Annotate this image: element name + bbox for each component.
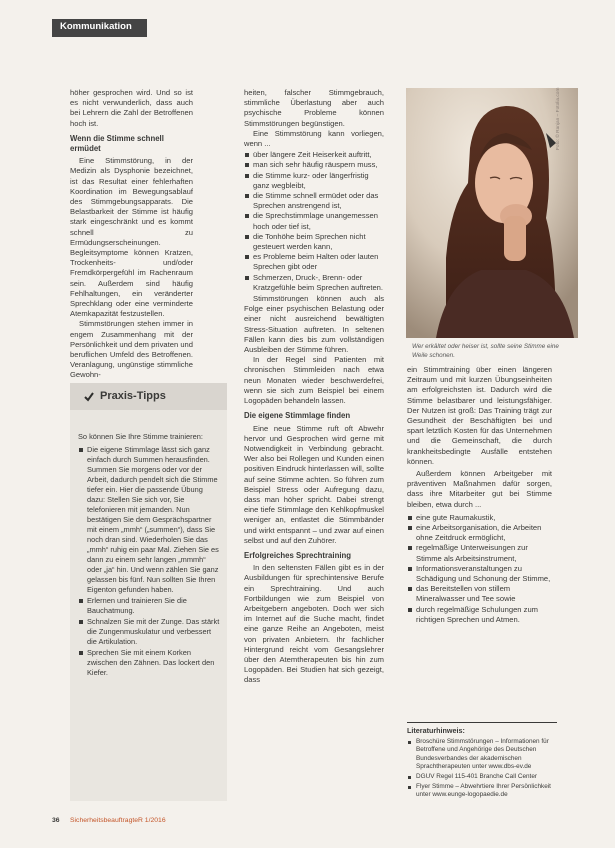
symptom-item: die Tonhöhe beim Sprechen nicht gesteuert werden kann, bbox=[244, 232, 384, 252]
photo-credit: Foto: © Ranjan – Fotolia.com bbox=[556, 87, 561, 150]
col1-paragraph: Eine Stimmstörung, in der Medizin als Dysphonie bezeichnet, ist das Resultat einer fehlerhaften Koordination im Bewegungsablauf des Stimmgebungsapparats. Die Belastbarkeit der Stimme ist häufig stark eingeschränkt und es kommt schnell zu Ermüdungserscheinungen. Begleitsymptome können Kratzen, Trockenheits- und/oder Fremdkörpergefühl im Rachenraum sein. Außerdem sind häufig Fehlhaltungen, ein veränderter Sprechklang oder eine verminderte Atemkapazität festzustellen. bbox=[70, 156, 193, 319]
literature-list bbox=[407, 738, 557, 800]
photo-caption: Wer erkältet oder heiser ist, sollte seine Stimme eine Weile schonen. bbox=[412, 343, 559, 359]
symptom-item: über längere Zeit Heiserkeit auftritt, bbox=[244, 150, 384, 160]
column-2 bbox=[244, 88, 384, 828]
col2-heading: Erfolgreiches Sprechtraining bbox=[244, 550, 352, 560]
measure-item: eine gute Raumakustik, bbox=[407, 513, 552, 523]
woman-photo bbox=[406, 88, 578, 338]
tips-item: Die eigene Stimmlage lässt sich ganz einfach durch Summen herausfinden. Summen Sie morgens oder vor der Arbeit, dadurch pendelt sich die Stimme tiefer ein. Hier die passende Übung dazu: Stellen Sie sich vor, Sie telefonieren mit jemanden. Nun bestätigen Sie dem Gesprächspartner mit einem „mmh“ („summen“), dass Sie noch dran sind. Wiederholen Sie das „mmh“ ruhig ein paar Mal. Ziehen Sie es dann zu einem sehr langen „mmmh“ oder „ja“ hin. Und wenn zählen Sie ganz gelassen bis fünf. Nun sollten Sie Ihren Eigenton gefunden haben. bbox=[78, 445, 220, 595]
tips-title: Praxis-Tipps bbox=[100, 390, 166, 402]
col2-paragraph: Eine Stimmstörung kann vorliegen, wenn ... bbox=[244, 128, 384, 149]
literature-item: Broschüre Stimmstörungen – Informationen für Betroffene und Angehörige des Deutschen Bundesverbandes der akademischen Sprachtherapeuten unter www.dbs-ev.de bbox=[407, 738, 557, 772]
col1-paragraph: Stimmstörungen stehen immer in engem Zusammenhang mit der Persönlichkeit und dem privaten und beruflichen Umfeld des Betroffenen. Veranlagung, ungünstige stimmliche Gewohn- bbox=[70, 319, 193, 380]
magazine-name: SicherheitsbeauftragteR 1/2016 bbox=[70, 817, 166, 824]
symptom-item: die Stimme kurz- oder längerfristig ganz wegbleibt, bbox=[244, 171, 384, 191]
column-3 bbox=[407, 365, 552, 710]
col2-heading: Die eigene Stimmlage finden bbox=[244, 411, 351, 421]
literature-item: DGUV Regel 115-401 Branche Call Center bbox=[407, 773, 557, 782]
symptom-item: Schmerzen, Druck-, Brenn- oder Kratzgefühle beim Sprechen auftreten. bbox=[244, 273, 384, 293]
tips-body bbox=[78, 432, 220, 797]
tips-item: Sprechen Sie mit einem Korken zwischen den Zähnen. Das lockert den Kiefer. bbox=[78, 648, 220, 678]
tips-intro: So können Sie Ihre Stimme trainieren: bbox=[78, 432, 203, 441]
col2-paragraph: In der Regel sind Patienten mit chronischen Stimmleiden nach etwa neun Monaten wieder beschwerdefrei, wenn sie sich zum Beispiel bei einem Logopäden behandeln lassen. bbox=[244, 355, 384, 406]
symptom-item: die Stimme schnell ermüdet oder das Sprechen anstrengend ist, bbox=[244, 191, 384, 211]
literature-divider bbox=[407, 722, 557, 723]
col3-paragraph: Außerdem können Arbeitgeber mit präventiven Maßnahmen dafür sorgen, dass ihre Mitarbeiter gut bei Stimme bleiben, etwa durch ... bbox=[407, 469, 552, 509]
check-icon bbox=[84, 392, 94, 402]
tips-item: Erlernen und trainieren Sie die Bauchatmung. bbox=[78, 596, 220, 616]
col2-intro: heiten, falscher Stimmgebrauch, stimmliche Überlastung aber auch psychische Probleme können Stimmstörungen begünstigen. bbox=[244, 88, 384, 128]
literature-box bbox=[407, 727, 557, 801]
measures-list bbox=[407, 513, 552, 625]
measure-item: eine Arbeitsorganisation, die Arbeiten ohne Zeitdruck ermöglicht, bbox=[407, 523, 552, 543]
page-number: 36 bbox=[52, 817, 60, 824]
section-label: Kommunikation bbox=[60, 21, 132, 32]
col2-paragraph: Stimmstörungen können auch als Folge einer psychischen Belastung oder einer nicht ausreichend bewältigten Stress-Situation auftreten. In seltenen Fällen kann dies bis zum vollständigen Ausbleiben der Stimme führen. bbox=[244, 294, 384, 355]
col3-paragraph: ein Stimmtraining über einen längeren Zeitraum und mit kurzen Übungseinheiten am erfolgreichsten ist. Dadurch wird die Stimme belastbarer und leistungsfähiger. Der Nutzen ist groß: Das Training trägt zur Gesundheit der Beschäftigten bei und spart letztlich Kosten für das Unternehmen und die Gemeinschaft, die durch krankheitsbedingte Ausfälle entstehen können. bbox=[407, 365, 552, 466]
symptom-item: die Sprechstimmlage unangemessen hoch oder tief ist, bbox=[244, 211, 384, 231]
col1-heading: Wenn die Stimme schnell ermüdet bbox=[70, 133, 164, 154]
tips-list bbox=[78, 445, 220, 678]
literature-title: Literaturhinweis: bbox=[407, 726, 465, 735]
measure-item: Informationsveranstaltungen zu Schädigung und Schonung der Stimme, bbox=[407, 564, 552, 584]
symptom-item: man sich sehr häufig räuspern muss, bbox=[244, 160, 384, 170]
symptom-list bbox=[244, 150, 384, 293]
literature-item: Flyer Stimme – Abwehrtiere Ihrer Persönlichkeit unter www.eunge-logopaedie.de bbox=[407, 783, 557, 800]
col1-intro: höher gesprochen wird. Und so ist es nicht verwunderlich, dass auch bei Lehrern die Zahl der Betroffenen hoch ist. bbox=[70, 88, 193, 128]
tips-item: Schnalzen Sie mit der Zunge. Das stärkt die Zungenmuskulatur und verbessert die Artikulation. bbox=[78, 617, 220, 647]
col2-paragraph: In den seltensten Fällen gibt es in der Ausbildungen für sprechintensive Berufe ein Sprechtraining. Und auch Fortbildungen wie zum Beispiel von Arbeitgebern angeboten. Doch wer sich im Internet auf die Suche macht, findet eine ganze Reihe an Angeboten, meist von privaten Anbietern. Ihr fachlicher Hintergrund reicht vom Gesangslehrer über den Atemtherapeuten bis hin zum Logopäden. Bei Studien hat sich gezeigt, dass bbox=[244, 563, 384, 685]
measure-item: durch regelmäßige Schulungen zum richtigen Sprechen und Atmen. bbox=[407, 605, 552, 625]
measure-item: regelmäßige Unterweisungen zur Stimme als Arbeitsinstrument, bbox=[407, 543, 552, 563]
column-1 bbox=[70, 88, 193, 380]
measure-item: das Bereitstellen von stillem Mineralwasser und Tee sowie bbox=[407, 584, 552, 604]
symptom-item: es Probleme beim Halten oder lauten Sprechen gibt oder bbox=[244, 252, 384, 272]
col2-paragraph: Eine neue Stimme ruft oft Abwehr hervor und Gesprochen wird gerne mit Notwendigkeit in Verbindung gebracht. Wer also bei Rollegen und Kunden einen positiven Eindruck hinterlassen will, sollte auf seine Stimme achten. So führen zum Beispiel Stress oder Aufregung dazu, dass man höher spricht. Dabei strengt eine tiefe Stimmlage den Kehlkopfmuskel weniger an, entlastet die Stimmbänder und wirkt entspannt – und zwar auf einen selbst und auf den Zuhörer. bbox=[244, 423, 384, 545]
woman-illustration bbox=[406, 88, 578, 338]
